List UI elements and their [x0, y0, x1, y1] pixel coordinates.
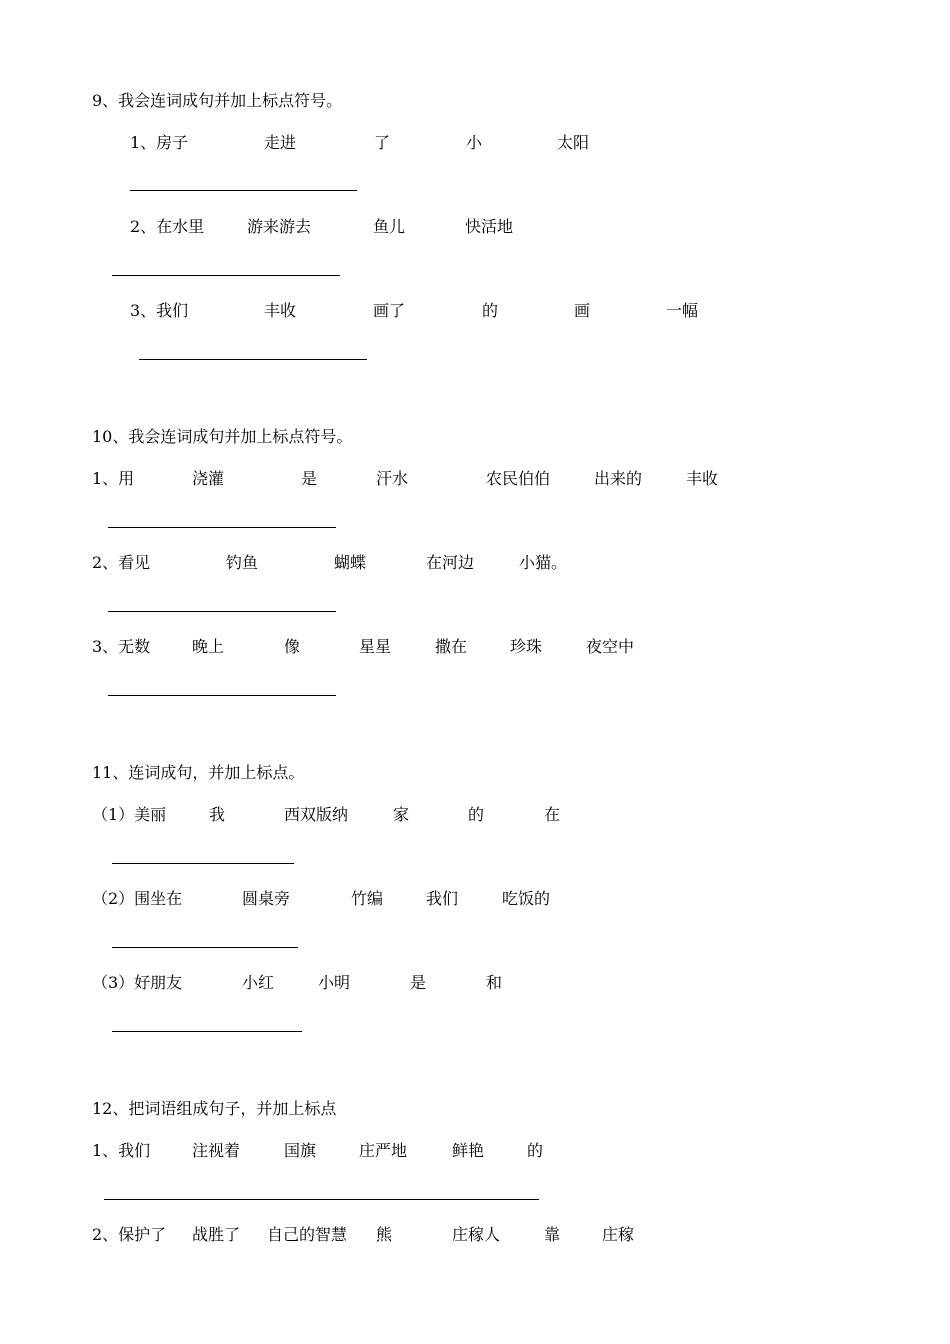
- q10-item3-word: 3、无数: [92, 637, 151, 656]
- q11-item1-word: （1）美丽: [92, 805, 167, 824]
- q9-item1-word: 小: [466, 133, 483, 152]
- q10-item1-word: 汗水: [376, 469, 409, 488]
- q9-item1-answer-line[interactable]: [130, 190, 357, 191]
- q10-item2-word: 在河边: [426, 553, 475, 572]
- q11-item3-word: 小明: [318, 973, 351, 992]
- q11-item2-word: 我们: [426, 889, 459, 908]
- q12-item1-word: 1、我们: [92, 1141, 151, 1160]
- q12-title: 12、把词语组成句子，并加上标点: [92, 1099, 337, 1118]
- q9-item3-word: 的: [482, 301, 499, 320]
- q9-item3-word: 一幅: [666, 301, 699, 320]
- q9-item3-word: 画了: [373, 301, 406, 320]
- q11-item3-answer-line[interactable]: [112, 1031, 302, 1032]
- q12-item2-word: 2、保护了: [92, 1225, 167, 1244]
- q10-item3-word: 星星: [359, 637, 392, 656]
- q11-item1-word: 在: [544, 805, 561, 824]
- q9-item2-word: 鱼儿: [373, 217, 406, 236]
- q10-title: 10、我会连词成句并加上标点符号。: [92, 427, 353, 446]
- q12-item1-answer-line[interactable]: [104, 1199, 539, 1200]
- q11-item3-word: 和: [486, 973, 503, 992]
- q12-item2-word: 靠: [544, 1225, 561, 1244]
- q12-item1-word: 国旗: [284, 1141, 317, 1160]
- q9-item3-word: 丰收: [264, 301, 297, 320]
- q10-item2-word: 2、看见: [92, 553, 151, 572]
- q9-title: 9、我会连词成句并加上标点符号。: [92, 91, 343, 110]
- q12-item1-word: 注视着: [192, 1141, 241, 1160]
- q10-item3-word: 夜空中: [586, 637, 635, 656]
- q11-item2-answer-line[interactable]: [112, 947, 298, 948]
- q12-item1-word: 庄严地: [359, 1141, 408, 1160]
- q12-item2-word: 熊: [376, 1225, 393, 1244]
- q10-item3-word: 撒在: [435, 637, 468, 656]
- q10-item2-word: 蝴蝶: [334, 553, 367, 572]
- q9-item2-word: 快活地: [465, 217, 514, 236]
- q11-item2-word: 竹编: [351, 889, 384, 908]
- q10-item1-word: 浇灌: [192, 469, 225, 488]
- q10-item2-word: 钓鱼: [226, 553, 259, 572]
- q9-item1-word: 太阳: [557, 133, 590, 152]
- q12-item2-word: 自己的智慧: [267, 1225, 348, 1244]
- q11-title: 11、连词成句，并加上标点。: [92, 763, 305, 782]
- q12-item2-word: 战胜了: [192, 1225, 241, 1244]
- q11-item1-answer-line[interactable]: [112, 863, 294, 864]
- q10-item2-word: 小猫。: [519, 553, 568, 572]
- q10-item1-word: 1、用: [92, 469, 135, 488]
- q11-item2-word: （2）围坐在: [92, 889, 183, 908]
- q10-item3-answer-line[interactable]: [108, 695, 336, 696]
- q10-item3-word: 晚上: [192, 637, 225, 656]
- q11-item1-word: 的: [468, 805, 485, 824]
- q12-item2-word: 庄稼: [602, 1225, 635, 1244]
- q12-item2-word: 庄稼人: [452, 1225, 501, 1244]
- q10-item1-word: 丰收: [686, 469, 719, 488]
- q12-item1-word: 鲜艳: [452, 1141, 485, 1160]
- q11-item3-word: （3）好朋友: [92, 973, 183, 992]
- q11-item1-word: 西双版纳: [284, 805, 349, 824]
- q9-item3-answer-line[interactable]: [139, 359, 367, 360]
- q9-item2-word: 2、在水里: [130, 217, 205, 236]
- q9-item1-word: 了: [374, 133, 391, 152]
- q12-item1-word: 的: [527, 1141, 544, 1160]
- q9-item1-word: 走进: [264, 133, 297, 152]
- q10-item1-answer-line[interactable]: [108, 527, 336, 528]
- q10-item3-word: 像: [284, 637, 301, 656]
- q10-item1-word: 农民伯伯: [486, 469, 551, 488]
- q10-item1-word: 是: [301, 469, 318, 488]
- q9-item2-answer-line[interactable]: [112, 275, 340, 276]
- q9-item1-word: 1、房子: [130, 133, 189, 152]
- q11-item3-word: 小红: [242, 973, 275, 992]
- q9-item3-word: 画: [574, 301, 591, 320]
- q11-item1-word: 我: [209, 805, 226, 824]
- q9-item2-word: 游来游去: [247, 217, 312, 236]
- q11-item2-word: 圆桌旁: [242, 889, 291, 908]
- q9-item3-word: 3、我们: [130, 301, 189, 320]
- q10-item3-word: 珍珠: [510, 637, 543, 656]
- q11-item3-word: 是: [410, 973, 427, 992]
- q11-item1-word: 家: [393, 805, 410, 824]
- q10-item2-answer-line[interactable]: [108, 611, 336, 612]
- q10-item1-word: 出来的: [594, 469, 643, 488]
- q11-item2-word: 吃饭的: [502, 889, 551, 908]
